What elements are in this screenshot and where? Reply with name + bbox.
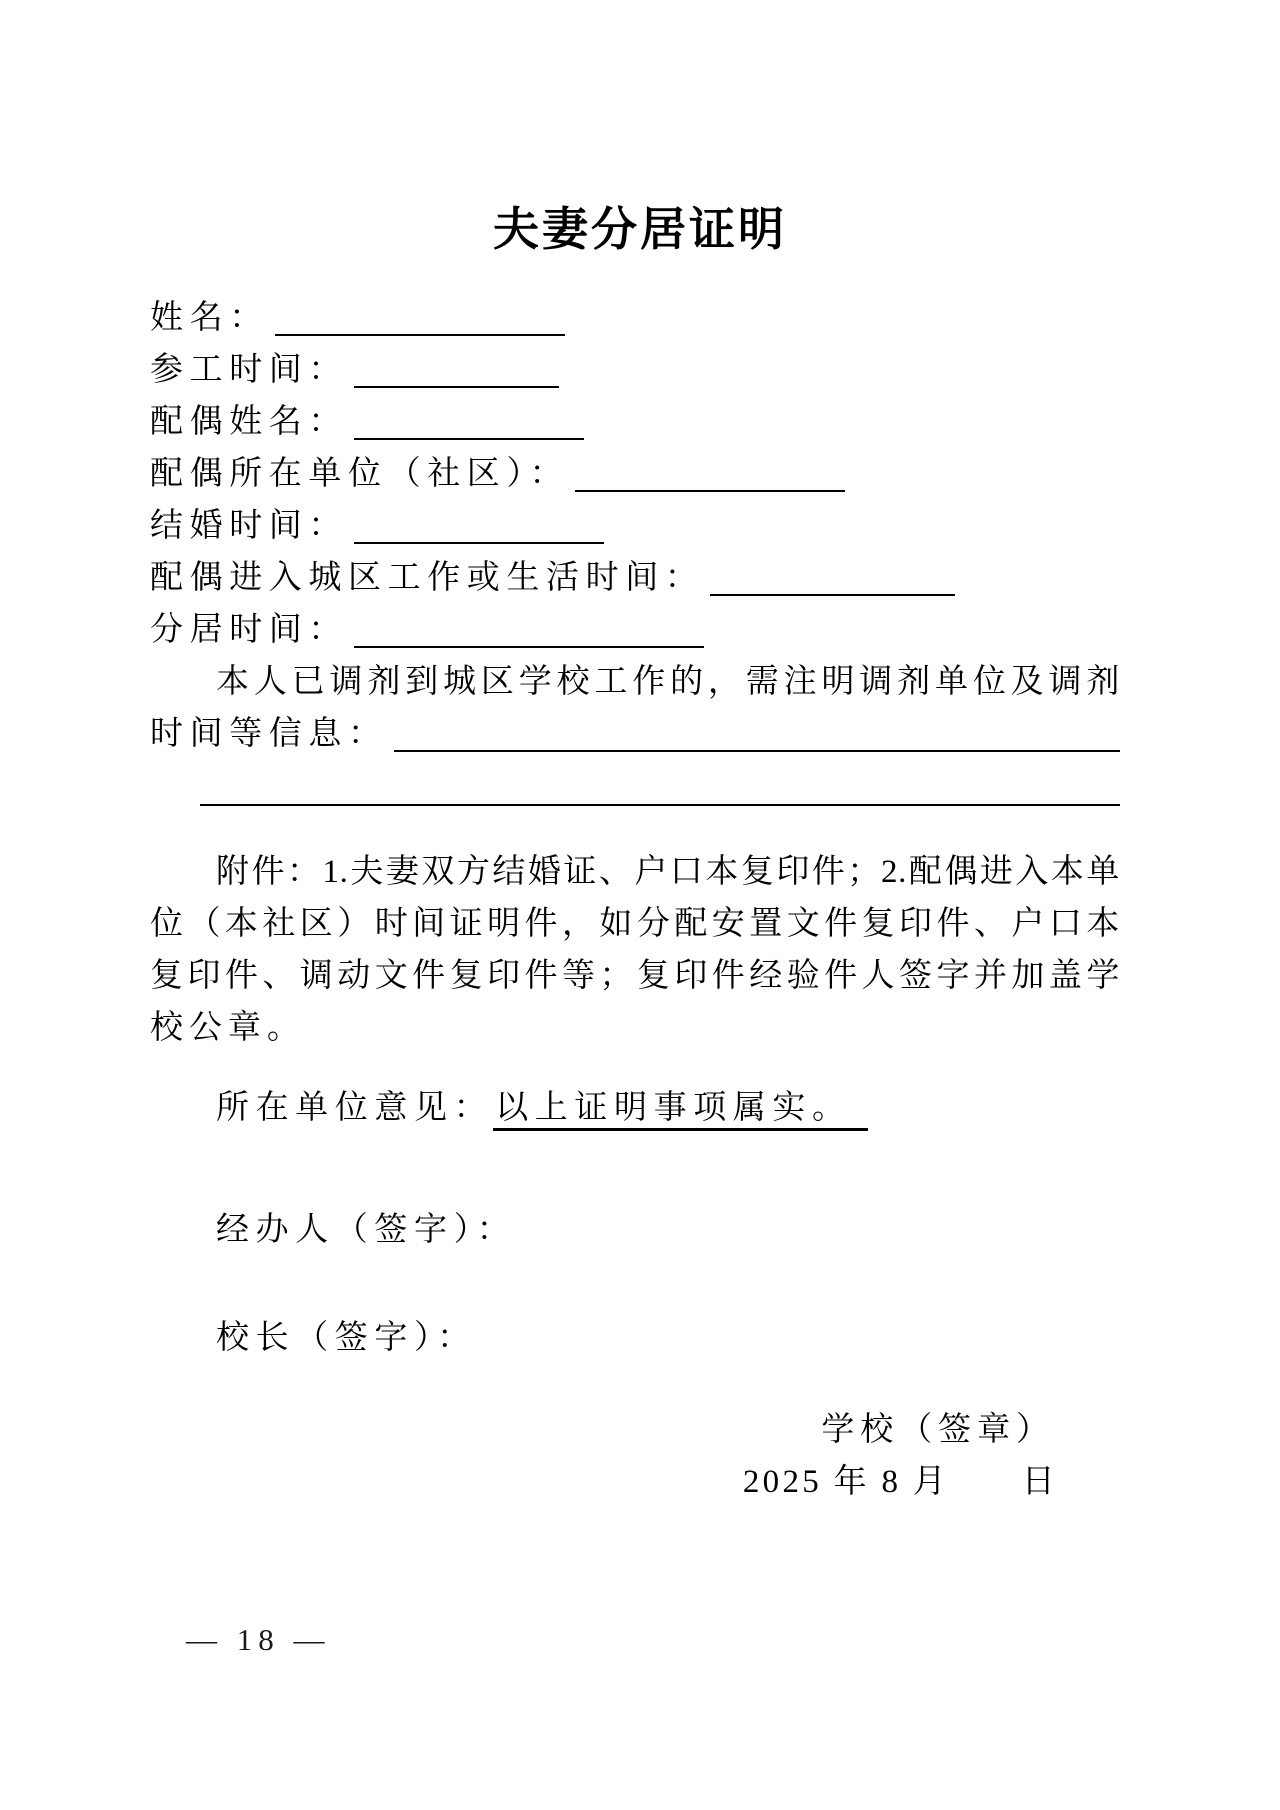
field-blank-name <box>275 300 565 336</box>
field-row-spouse-entry-time <box>150 552 1120 604</box>
page-title: 夫妻分居证明 <box>493 203 787 255</box>
field-label-spouse-entry-time: 配偶进入城区工作或生活时间： <box>150 560 705 596</box>
school-seal-line: 学校（签章） <box>821 1412 1055 1448</box>
attachment-line: 校公章。 <box>150 1010 306 1046</box>
transfer-note-blank <box>394 708 1120 752</box>
field-row-spouse-name <box>150 396 1120 448</box>
field-blank-spouse-unit <box>575 456 845 492</box>
field-blank-marriage-time <box>354 508 604 544</box>
field-label-name: 姓名： <box>150 300 269 336</box>
field-label-spouse-unit: 配偶所在单位（社区）： <box>150 456 570 492</box>
page-number: — 18 — <box>186 1622 331 1657</box>
transfer-note-line2 <box>150 708 1120 760</box>
unit-opinion-value: 以上证明事项属实。 <box>493 1090 867 1131</box>
attachment-paragraph <box>150 846 1120 1054</box>
field-label-marriage-time: 结婚时间： <box>150 508 348 544</box>
transfer-note-line1: 本人已调剂到城区学校工作的，需注明调剂单位及调剂 <box>216 664 1120 700</box>
field-row-work-start <box>150 344 1120 396</box>
handler-signature-row: 经办人（签字）： <box>216 1212 517 1248</box>
transfer-note-extra-blank <box>200 760 1120 806</box>
field-blank-work-start <box>354 352 559 388</box>
attachment-line: 位（本社区）时间证明件，如分配安置文件复印件、户口本 <box>150 906 1120 942</box>
field-label-work-start: 参工时间： <box>150 352 348 388</box>
field-blank-spouse-entry-time <box>710 560 955 596</box>
field-label-separation-time: 分居时间： <box>150 612 348 648</box>
principal-signature-row: 校长（签字）： <box>216 1320 477 1356</box>
field-label-spouse-name: 配偶姓名： <box>150 404 348 440</box>
date-line: 2025 年 8 月 日 <box>742 1464 1058 1500</box>
field-blank-separation-time <box>354 612 704 648</box>
field-blank-spouse-name <box>354 404 584 440</box>
unit-opinion-row <box>150 1082 1120 1134</box>
attachment-line: 复印件、调动文件复印件等；复印件经验件人签字并加盖学 <box>150 958 1120 994</box>
attachment-line: 附件：1.夫妻双方结婚证、户口本复印件；2.配偶进入本单 <box>216 854 1120 890</box>
field-row-separation-time <box>150 604 1120 656</box>
document-body <box>150 292 1120 1508</box>
field-row-marriage-time <box>150 500 1120 552</box>
field-row-spouse-unit <box>150 448 1120 500</box>
transfer-note-label: 时间等信息： <box>150 716 388 752</box>
unit-opinion-label: 所在单位意见： <box>216 1090 494 1126</box>
field-row-name <box>150 292 1120 344</box>
